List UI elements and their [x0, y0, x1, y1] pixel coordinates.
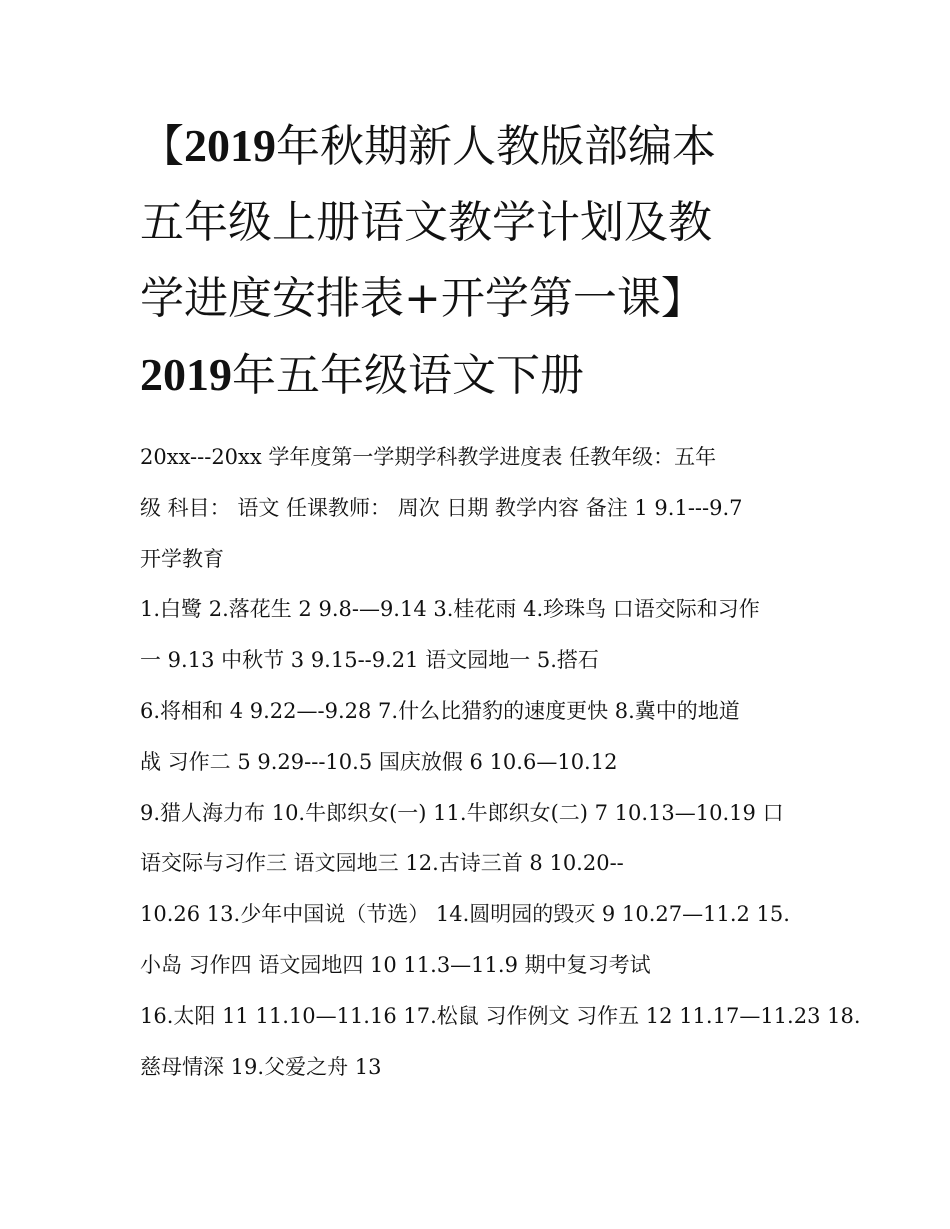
- title-year: 2019: [140, 349, 232, 400]
- title-line-4: [140, 337, 830, 414]
- title-line-1: [140, 108, 830, 185]
- text-line: 16.太阳 11 11.10—11.16 17.松鼠 习作例文 习作五 12 11.17—11.23 18.: [140, 1003, 861, 1028]
- text-line: 6.将相和 4 9.22—-9.28 7.什么比猎豹的速度更快 8.冀中的地道: [140, 698, 740, 723]
- title-line-3: [140, 261, 830, 337]
- title-text: 年秋期新人教版部编本: [276, 121, 716, 172]
- text-line: 慈母情深 19.父爱之舟 13: [140, 1054, 382, 1079]
- text-line: 一 9.13 中秋节 3 9.15--9.21 语文园地一 5.搭石: [140, 648, 599, 673]
- title-text: 五年级上册语文教学计划及教: [140, 197, 712, 248]
- text-line: 小岛 习作四 语文园地四 10 11.3—11.9 期中复习考试: [140, 952, 651, 977]
- text-line: 10.26 13.少年中国说（节选） 14.圆明园的毁灭 9 10.27—11.2 15.: [140, 902, 790, 927]
- text-line: 语交际与习作三 语文园地三 12.古诗三首 8 10.20--: [140, 851, 624, 876]
- text-line: 战 习作二 5 9.29---10.5 国庆放假 6 10.6—10.12: [140, 749, 618, 774]
- title-year: 2019: [184, 120, 276, 171]
- text-line: 级 科目： 语文 任课教师： 周次 日期 教学内容 备注 1 9.1---9.7: [140, 495, 743, 520]
- title-text: 年五年级语文下册: [232, 350, 584, 401]
- schedule-text: [140, 432, 861, 1092]
- text-line: 开学教育: [140, 546, 224, 571]
- title-line-2: [140, 185, 830, 261]
- text-line: 1.白鹭 2.落花生 2 9.8-—9.14 3.桂花雨 4.珍珠鸟 口语交际和习作: [140, 597, 760, 622]
- title-text: 学进度安排表+开学第一课】: [140, 273, 705, 324]
- title-bracket-open: 【: [140, 121, 184, 172]
- text-line: 9.猎人海力布 10.牛郎织女(一) 11.牛郎织女(二) 7 10.13—10.19 口: [140, 800, 784, 825]
- text-line: 20xx---20xx 学年度第一学期学科教学进度表 任教年级：五年: [140, 445, 717, 469]
- document-title: [140, 108, 830, 414]
